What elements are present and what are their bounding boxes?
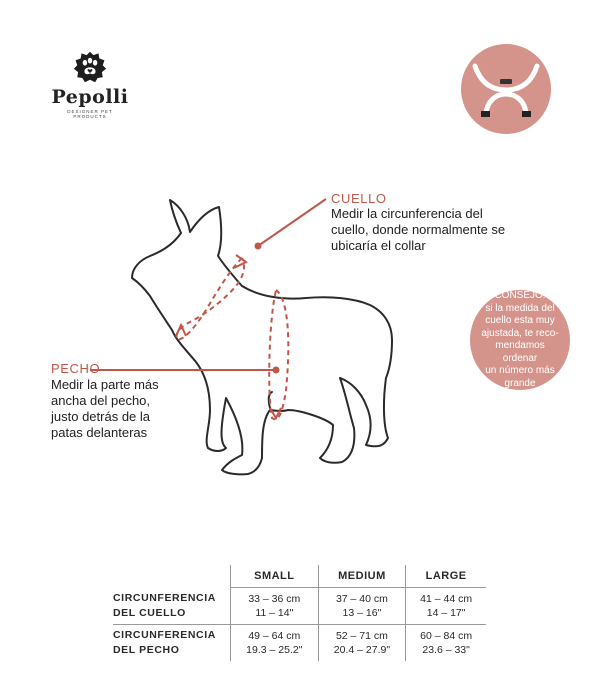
tip-text — [477, 290, 563, 390]
paw-badge-icon — [73, 50, 107, 84]
chest-arrow-icon-2 — [270, 408, 281, 418]
tip-line: si la medida del — [485, 302, 555, 314]
neck-description-line: Medir la circunferencia del — [331, 206, 483, 221]
brand-logo — [50, 50, 130, 119]
size-table-header — [113, 565, 486, 588]
chest-description-line: ancha del pecho, — [51, 393, 151, 408]
tip-line: grande — [504, 377, 536, 389]
chest-arrow-icon — [176, 325, 186, 336]
neck-leader-line — [258, 199, 326, 246]
dog-shoulder-line — [269, 392, 272, 408]
neck-description-line: ubicaría el collar — [331, 238, 426, 253]
neck-title: CUELLO — [331, 191, 387, 206]
tip-line: un número más — [485, 365, 555, 376]
chest-description-line: patas delanteras — [51, 425, 148, 440]
harness-icon — [461, 44, 551, 134]
chest-description-line: Medir la parte más — [51, 377, 159, 392]
table-cell: 37 – 40 cm 13 – 16" — [318, 588, 406, 625]
row-label-chest: CIRCUNFERENCIA DEL PECHO — [113, 628, 216, 656]
table-cell: 49 – 64 cm 19.3 – 25.2" — [231, 624, 319, 661]
table-row — [113, 624, 486, 661]
neck-arrow-icon — [234, 255, 246, 268]
chest-title: PECHO — [51, 361, 101, 376]
table-cell: 60 – 84 cm 23.6 – 33" — [406, 624, 486, 661]
row-label-neck: CIRCUNFERENCIA DEL CUELLO — [113, 588, 231, 625]
tip-bubble — [470, 290, 570, 390]
brand-tagline: DESIGNER PET PRODUCTS — [67, 109, 113, 119]
table-cell: 52 – 71 cm 20.4 – 27.9" — [318, 624, 406, 661]
chest-leader-dot — [273, 367, 280, 374]
tip-line: cuello esta muy — [485, 315, 555, 326]
table-row — [113, 588, 486, 625]
neck-measure-line — [177, 258, 245, 340]
table-cell: 41 – 44 cm 14 – 17" — [406, 588, 486, 625]
tip-line: ajustada, te reco- — [481, 327, 559, 339]
chest-measure-line — [269, 290, 288, 419]
brand-name: Pepolli — [51, 86, 129, 108]
chest-description-line: justo detrás de la — [51, 409, 151, 424]
tip-line: mendamos ordenar — [495, 340, 545, 364]
size-table-corner — [113, 565, 231, 588]
size-header-small: SMALL — [231, 565, 319, 588]
neck-description — [331, 206, 521, 254]
table-cell: 33 – 36 cm 11 – 14" — [231, 588, 319, 625]
chest-description — [51, 377, 171, 441]
neck-leader-dot — [255, 243, 262, 250]
size-header-large: LARGE — [406, 565, 486, 588]
size-header-medium: MEDIUM — [318, 565, 406, 588]
neck-description-line: cuello, donde normalmente se — [331, 222, 506, 237]
tip-title: CONSEJO: — [494, 290, 546, 301]
size-table — [113, 565, 486, 661]
